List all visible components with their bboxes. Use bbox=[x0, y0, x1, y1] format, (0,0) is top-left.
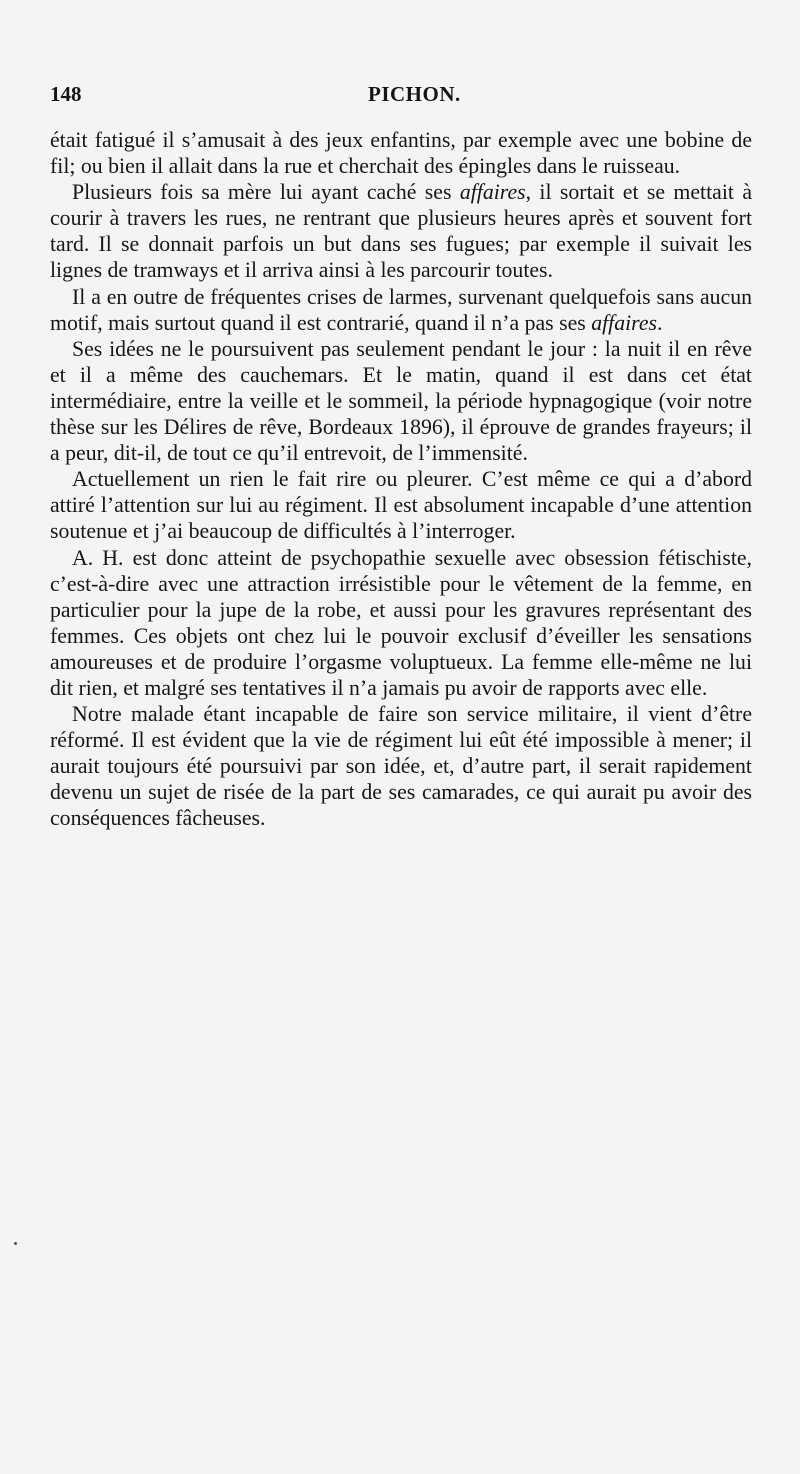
running-head: PICHON. bbox=[368, 82, 461, 106]
paragraph bbox=[50, 545, 752, 702]
text-run: Il a en outre de fréquentes crises de larmes, survenant quelquefois sans aucun motif, mais surtout quand il est contrarié, quand il n’a pas ses bbox=[50, 284, 752, 335]
text-run: Notre malade étant incapable de faire son service militaire, il vient d’être réformé. Il est évident que la vie de régiment lui eût été impossible à mener; il aurait toujours été poursuivi par son idée, et, d’autre part, il serait rapidement devenu un sujet de risée de la part de ses camarades, ce qui aurait pu avoir des conséquences fâcheuses. bbox=[50, 702, 752, 831]
text-run: . bbox=[656, 310, 663, 335]
paragraph bbox=[50, 336, 752, 466]
italic-term: affaires bbox=[591, 310, 657, 335]
paragraph bbox=[50, 701, 752, 831]
paragraph bbox=[50, 179, 752, 283]
text-run: Ses idées ne le poursuivent pas seulement pendant le jour : la nuit il en rêve et il a même des cauchemars. Et le matin, quand il est dans cet état intermédiaire, entre la veille et le sommeil, la période hypnagogique (voir notre thèse sur les Délires de rêve, Bordeaux 1896), il éprouve de grandes frayeurs; il a peur, dit-il, de tout ce qu’il entrevoit, de l’immensité. bbox=[50, 336, 752, 466]
paragraph bbox=[50, 127, 752, 179]
paragraph bbox=[50, 466, 752, 544]
margin-speck bbox=[14, 1242, 17, 1245]
text-run: A. H. est donc atteint de psychopathie sexuelle avec obsession fétischiste, c’est-à-dire avec une attraction irrésistible pour le vêtement de la femme, en particulier pour la jupe de la robe, et aussi pour les gravures représentant des femmes. Ces objets ont chez lui le pouvoir exclusif d’éveiller les sensations amoureuses et de produire l’orgasme voluptueux. La femme elle-même ne lui dit rien, et malgré ses tentatives il n’a jamais pu avoir de rapports avec elle. bbox=[50, 545, 752, 700]
italic-term: affaires bbox=[459, 180, 526, 205]
text-run: , il sortait et se mettait à courir à travers les rues, ne rentrant que plusieurs heures après et souvent fort tard. Il se donnait parfois un but dans ses fugues; par exemple il suivait les lignes de tramways et il arriva ainsi à les parcourir toutes. bbox=[50, 180, 753, 283]
text-run: était fatigué il s’amusait à des jeux enfantins, par exemple avec une bobine de fil; ou bien il allait dans la rue et cherchait des épingles dans le ruisseau. bbox=[50, 128, 752, 179]
paragraph bbox=[50, 284, 752, 336]
page-header bbox=[50, 82, 750, 114]
page-number: 148 bbox=[50, 82, 82, 106]
body-text bbox=[50, 127, 752, 832]
text-run: Plusieurs fois sa mère lui ayant caché ses bbox=[72, 180, 460, 205]
text-run: Actuellement un rien le fait rire ou pleurer. C’est même ce qui a d’abord attiré l’attention sur lui au régiment. Il est absolument incapable d’une attention soutenue et j’ai beaucoup de difficultés à l’interroger. bbox=[50, 467, 752, 544]
